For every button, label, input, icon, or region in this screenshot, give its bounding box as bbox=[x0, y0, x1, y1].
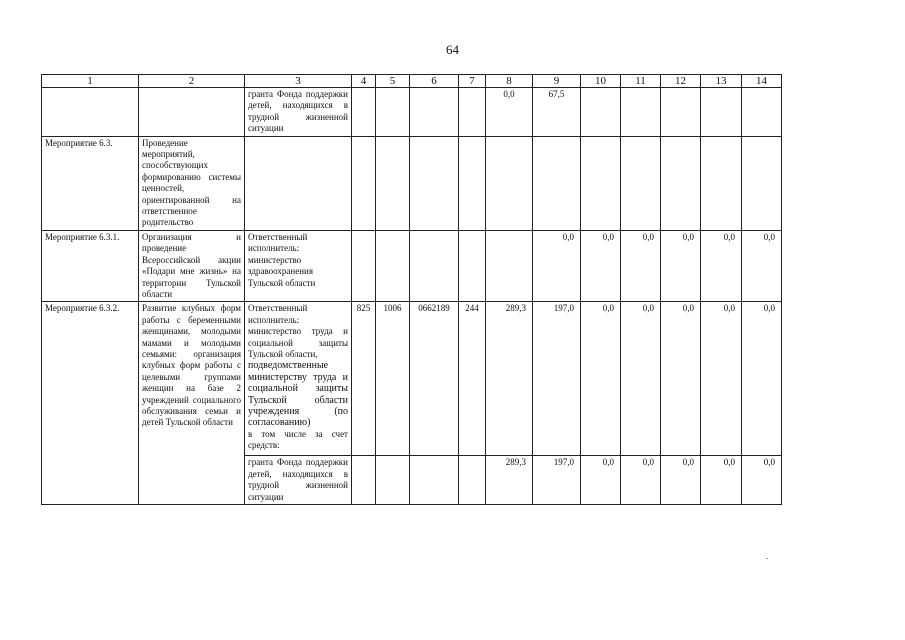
table-cell bbox=[352, 230, 376, 301]
table-cell bbox=[742, 88, 782, 137]
table-cell: 0,0 bbox=[621, 456, 661, 505]
table-cell bbox=[410, 230, 459, 301]
table-cell: 0,0 bbox=[621, 230, 661, 301]
table-cell bbox=[661, 88, 701, 137]
table-cell: 0,0 bbox=[742, 456, 782, 505]
table-cell: 0,0 bbox=[701, 456, 742, 505]
table-cell: 0,0 bbox=[581, 456, 621, 505]
table-cell bbox=[376, 456, 410, 505]
executor-subordinate: подведомственные министерству труда и социальной защиты Тульской области учреждения (по согласованию) bbox=[248, 360, 348, 429]
table-cell: 825 bbox=[352, 302, 376, 456]
table-cell bbox=[352, 88, 376, 137]
table-cell bbox=[701, 88, 742, 137]
page-number: 64 bbox=[446, 42, 459, 57]
header-cell: 4 bbox=[352, 75, 376, 88]
table-cell: 0662189 bbox=[410, 302, 459, 456]
table-cell bbox=[533, 136, 581, 230]
table-cell bbox=[376, 88, 410, 137]
activity-code-cell: Мероприятие 6.3. bbox=[42, 136, 139, 230]
activity-name-cell: Организация и проведение Всероссийской акции «Подари мне жизнь» на территории Тульской области bbox=[139, 230, 245, 301]
header-cell: 10 bbox=[581, 75, 621, 88]
header-cell: 1 bbox=[42, 75, 139, 88]
table-cell bbox=[581, 88, 621, 137]
table-cell: 289,3 bbox=[486, 302, 533, 456]
table-cell bbox=[352, 456, 376, 505]
table-cell bbox=[701, 136, 742, 230]
header-cell: 7 bbox=[459, 75, 486, 88]
table-cell bbox=[376, 230, 410, 301]
table-cell: 0,0 bbox=[486, 88, 533, 137]
header-cell: 9 bbox=[533, 75, 581, 88]
table-cell bbox=[459, 456, 486, 505]
table-cell bbox=[459, 230, 486, 301]
table-header-row bbox=[42, 75, 782, 88]
table-cell: 0,0 bbox=[661, 230, 701, 301]
executor-responsible: Ответственный исполнитель: министерство труда и социальной защиты Тульской области, bbox=[248, 303, 348, 359]
table-cell: 1006 bbox=[376, 302, 410, 456]
executor-cell bbox=[245, 136, 352, 230]
table-cell: 244 bbox=[459, 302, 486, 456]
table-cell: 0,0 bbox=[581, 302, 621, 456]
table-cell bbox=[742, 136, 782, 230]
table-cell bbox=[352, 136, 376, 230]
table-cell: 0,0 bbox=[621, 302, 661, 456]
table-cell: 67,5 bbox=[533, 88, 581, 137]
table-cell bbox=[661, 136, 701, 230]
header-cell: 14 bbox=[742, 75, 782, 88]
table-row bbox=[42, 136, 782, 230]
table-cell bbox=[581, 136, 621, 230]
activity-name-cell: Развитие клубных форм работы с беременными женщинами, молодыми мамами и молодыми семьями: организация клубных форм работы с целевыми группами женщин на базе 2 учреждений социального обслуживания семьи и детей Тульской области bbox=[139, 302, 245, 505]
header-cell: 12 bbox=[661, 75, 701, 88]
table-cell: 0,0 bbox=[661, 456, 701, 505]
activity-code-cell: Мероприятие 6.3.2. bbox=[42, 302, 139, 505]
header-cell: 8 bbox=[486, 75, 533, 88]
table-cell: 0,0 bbox=[533, 230, 581, 301]
table-cell bbox=[486, 136, 533, 230]
executor-funding-note: в том числе за счет средств: bbox=[248, 428, 348, 451]
table-cell: 0,0 bbox=[701, 302, 742, 456]
table-cell: 0,0 bbox=[661, 302, 701, 456]
table-cell bbox=[621, 88, 661, 137]
header-cell: 6 bbox=[410, 75, 459, 88]
executor-cell bbox=[245, 302, 352, 456]
table-cell: 197,0 bbox=[533, 456, 581, 505]
table-row bbox=[42, 88, 782, 137]
header-cell: 2 bbox=[139, 75, 245, 88]
table-row bbox=[42, 230, 782, 301]
budget-table bbox=[41, 74, 782, 505]
header-cell: 3 bbox=[245, 75, 352, 88]
activity-name-cell bbox=[139, 88, 245, 137]
activity-name-cell: Проведение мероприятий, способствующих формированию системы ценностей, ориентированной на ответственное родительство bbox=[139, 136, 245, 230]
table-cell bbox=[459, 88, 486, 137]
executor-cell: гранта Фонда поддержки детей, находящихся в трудной жизненной ситуации bbox=[245, 88, 352, 137]
table-row bbox=[42, 302, 782, 456]
table-cell bbox=[486, 230, 533, 301]
table-cell bbox=[376, 136, 410, 230]
header-cell: 11 bbox=[621, 75, 661, 88]
table-cell: 289,3 bbox=[486, 456, 533, 505]
scan-speck bbox=[766, 558, 768, 559]
table-cell bbox=[410, 136, 459, 230]
table-cell bbox=[410, 456, 459, 505]
executor-cell: гранта Фонда поддержки детей, находящихся в трудной жизненной ситуации bbox=[245, 456, 352, 505]
table-cell: 0,0 bbox=[701, 230, 742, 301]
activity-code-cell bbox=[42, 88, 139, 137]
table-cell: 0,0 bbox=[742, 302, 782, 456]
header-cell: 13 bbox=[701, 75, 742, 88]
table-cell bbox=[621, 136, 661, 230]
activity-code-cell: Мероприятие 6.3.1. bbox=[42, 230, 139, 301]
table-cell: 0,0 bbox=[742, 230, 782, 301]
table-cell bbox=[459, 136, 486, 230]
table-cell: 0,0 bbox=[581, 230, 621, 301]
table-cell: 197,0 bbox=[533, 302, 581, 456]
executor-cell: Ответственный исполнитель: министерство здравоохранения Тульской области bbox=[245, 230, 352, 301]
header-cell: 5 bbox=[376, 75, 410, 88]
table-cell bbox=[410, 88, 459, 137]
